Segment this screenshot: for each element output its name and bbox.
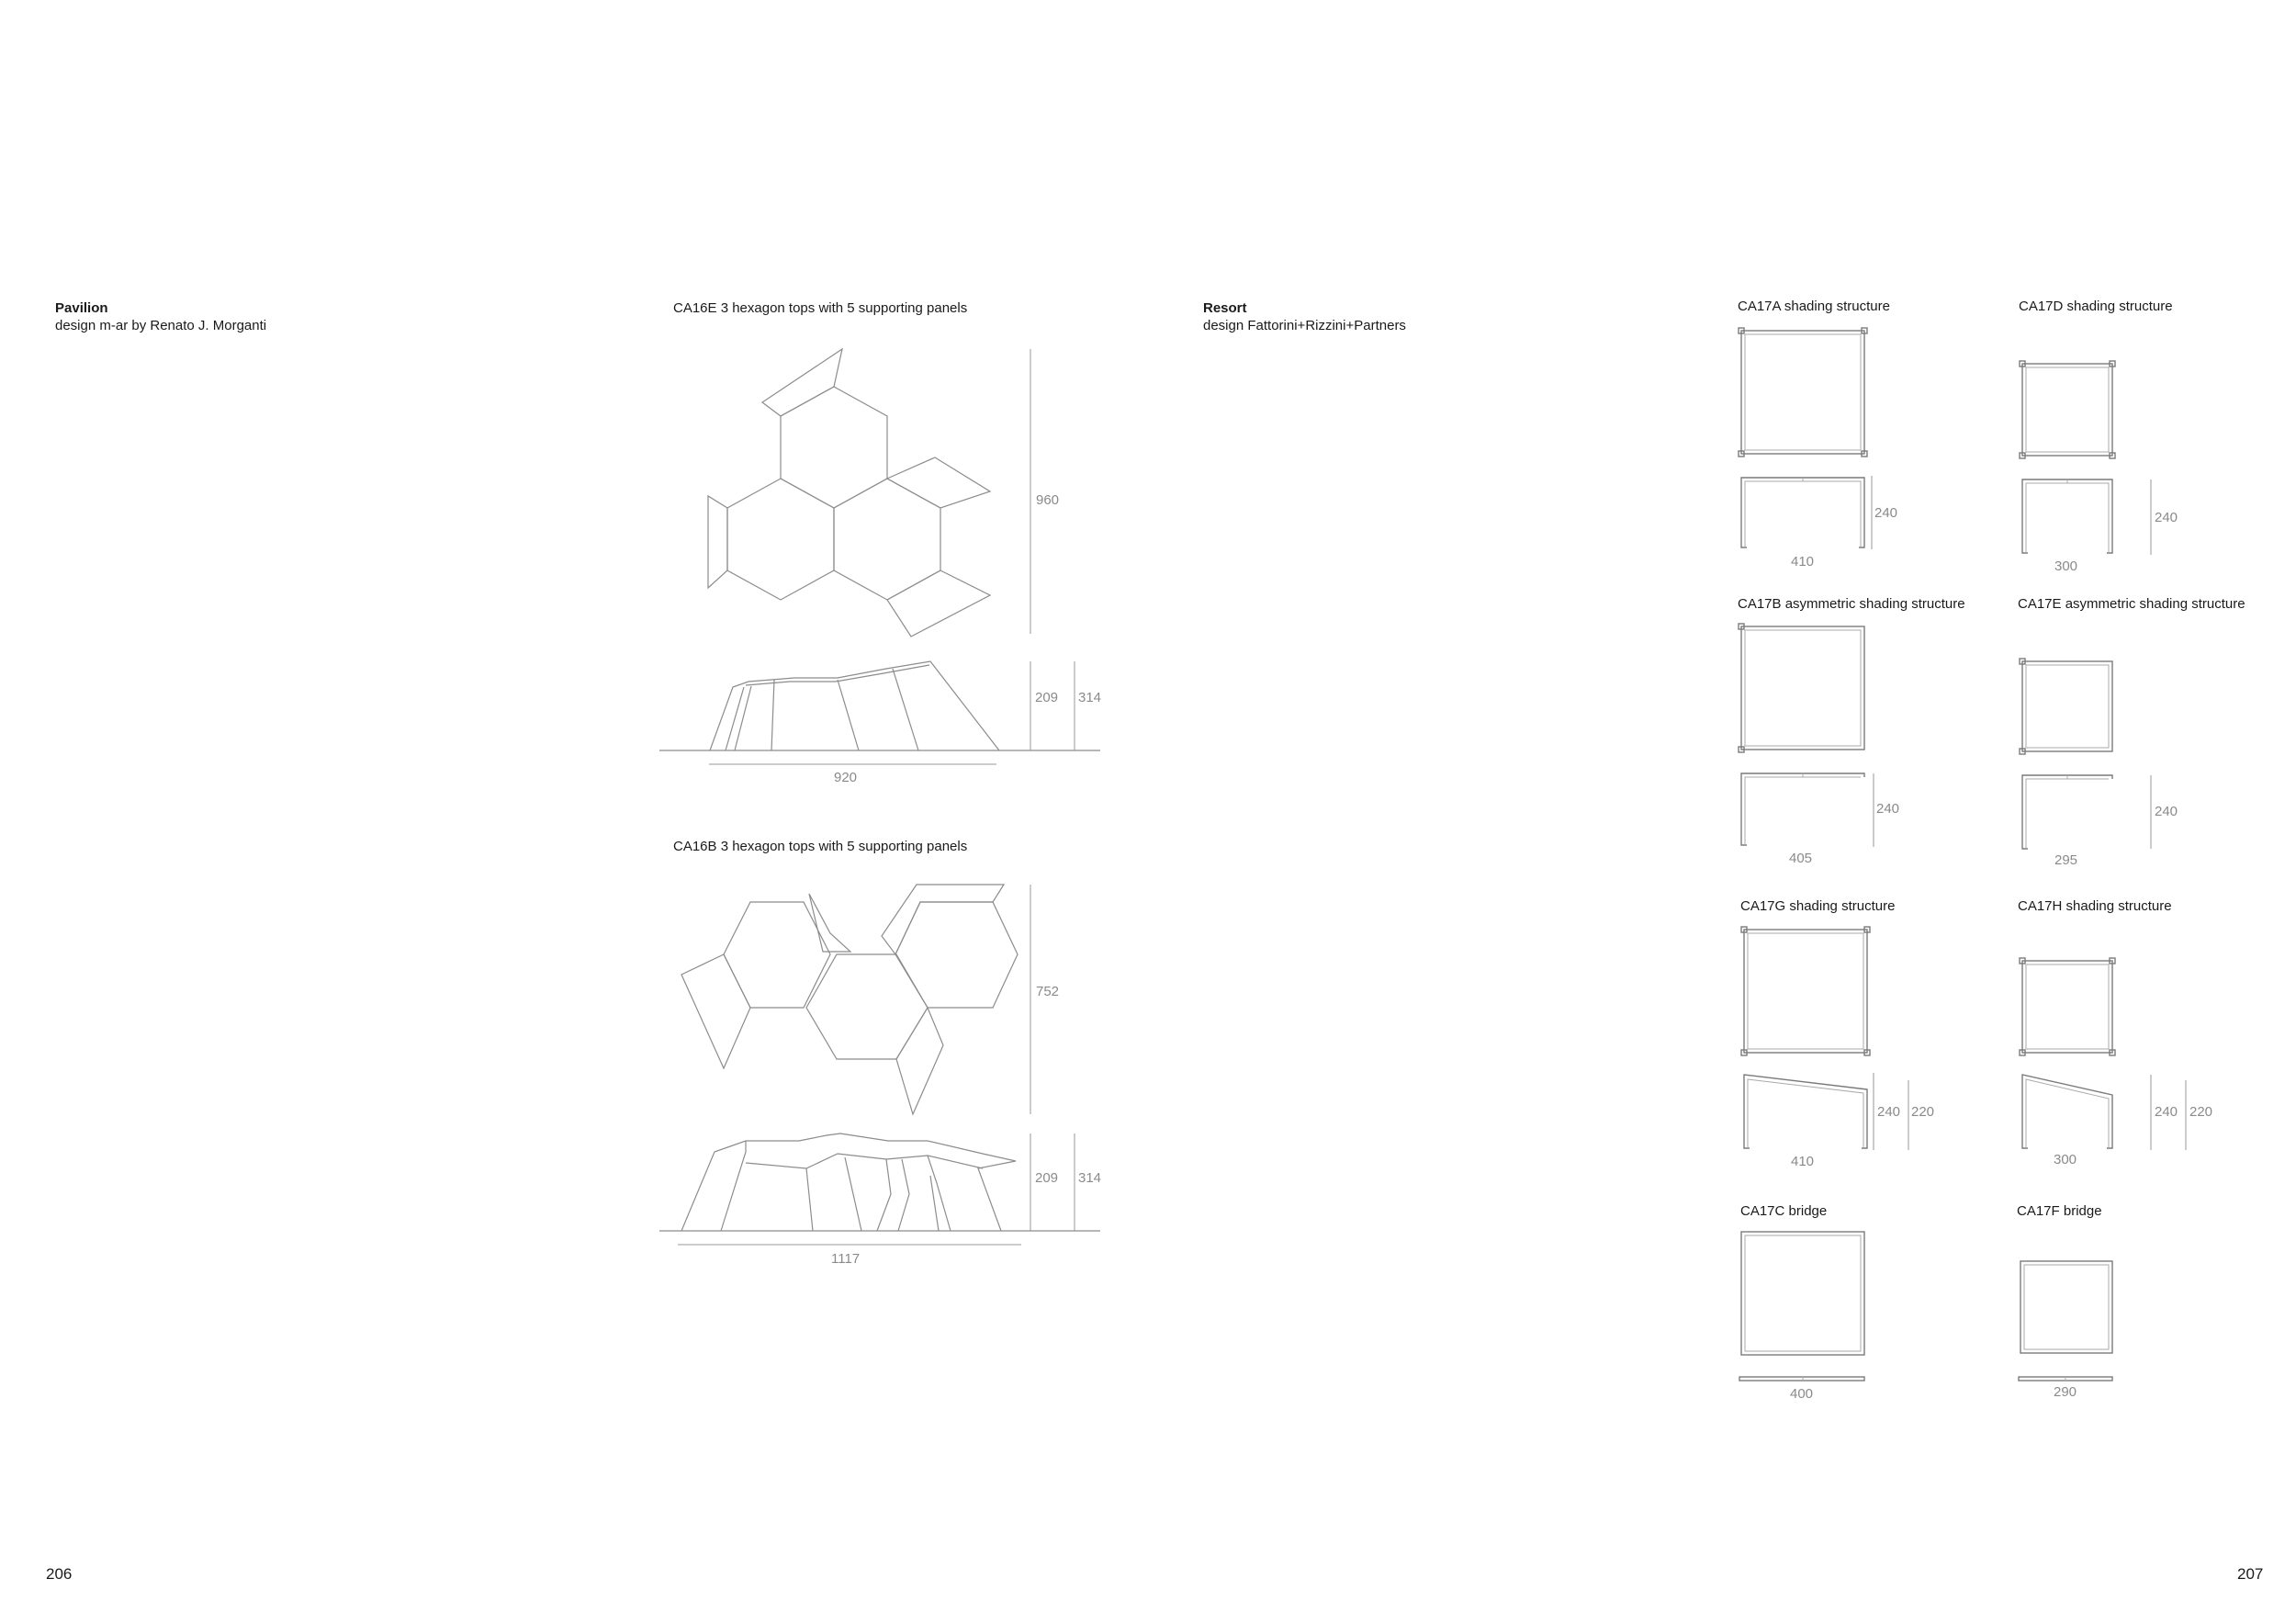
ca17g-caption: CA17G shading structure (1740, 898, 1896, 914)
ca16b-h2-label: 314 (1078, 1170, 1102, 1186)
ca17f-caption: CA17F bridge (2017, 1203, 2102, 1219)
ca17a-width-label: 410 (1791, 554, 1815, 570)
ca17g-width-label: 410 (1791, 1154, 1815, 1169)
ca17d-caption: CA17D shading structure (2019, 299, 2173, 314)
ca16e-elevation-drawing (659, 661, 1100, 764)
ca17h-height-label: 240 (2155, 1104, 2178, 1120)
ca16b-plan-drawing (681, 885, 1030, 1114)
ca17g-height-label: 240 (1877, 1104, 1901, 1120)
ca16b-width-label: 1117 (831, 1251, 861, 1267)
ca17b-drawing (1739, 624, 1874, 847)
ca17a-caption: CA17A shading structure (1738, 299, 1890, 314)
ca17c-drawing (1739, 1232, 1864, 1381)
ca17d-width-label: 300 (2054, 558, 2078, 574)
ca17e-drawing (2020, 659, 2151, 849)
page-number-left: 206 (46, 1565, 73, 1583)
ca16e-h1-label: 209 (1035, 690, 1059, 705)
pavilion-designer: design m-ar by Renato J. Morganti (55, 318, 267, 333)
ca17d-height-label: 240 (2155, 510, 2178, 525)
ca17h-drawing (2020, 958, 2186, 1150)
ca17g-height2-label: 220 (1911, 1104, 1935, 1120)
ca17f-width-label: 290 (2054, 1384, 2077, 1400)
resort-title: Resort (1203, 300, 1247, 316)
ca17f-drawing (2019, 1261, 2112, 1381)
ca16e-height-label: 960 (1036, 492, 1060, 508)
ca17a-drawing (1739, 328, 1872, 549)
ca16b-caption: CA16B 3 hexagon tops with 5 supporting panels (673, 839, 968, 854)
ca17b-width-label: 405 (1789, 851, 1813, 866)
ca17c-width-label: 400 (1790, 1386, 1814, 1402)
ca17h-width-label: 300 (2054, 1152, 2077, 1167)
pavilion-title: Pavilion (55, 300, 108, 316)
ca17d-drawing (2020, 361, 2151, 555)
ca17e-width-label: 295 (2054, 852, 2078, 868)
page-number-right: 207 (2237, 1565, 2264, 1583)
ca16b-height-label: 752 (1036, 984, 1060, 999)
ca17a-height-label: 240 (1874, 505, 1898, 521)
ca17h-caption: CA17H shading structure (2018, 898, 2172, 914)
ca16e-h2-label: 314 (1078, 690, 1102, 705)
ca16b-h1-label: 209 (1035, 1170, 1059, 1186)
ca17e-height-label: 240 (2155, 804, 2178, 819)
ca17e-caption: CA17E asymmetric shading structure (2018, 596, 2245, 612)
ca17c-caption: CA17C bridge (1740, 1203, 1828, 1219)
ca16e-caption: CA16E 3 hexagon tops with 5 supporting panels (673, 300, 968, 316)
ca17h-height2-label: 220 (2189, 1104, 2213, 1120)
resort-designer: design Fattorini+Rizzini+Partners (1203, 318, 1406, 333)
ca16e-width-label: 920 (834, 770, 858, 785)
ca16b-elevation-drawing (659, 1133, 1100, 1245)
ca16e-plan-drawing (708, 349, 1030, 637)
ca17b-height-label: 240 (1876, 801, 1900, 817)
ca17b-caption: CA17B asymmetric shading structure (1738, 596, 1965, 612)
